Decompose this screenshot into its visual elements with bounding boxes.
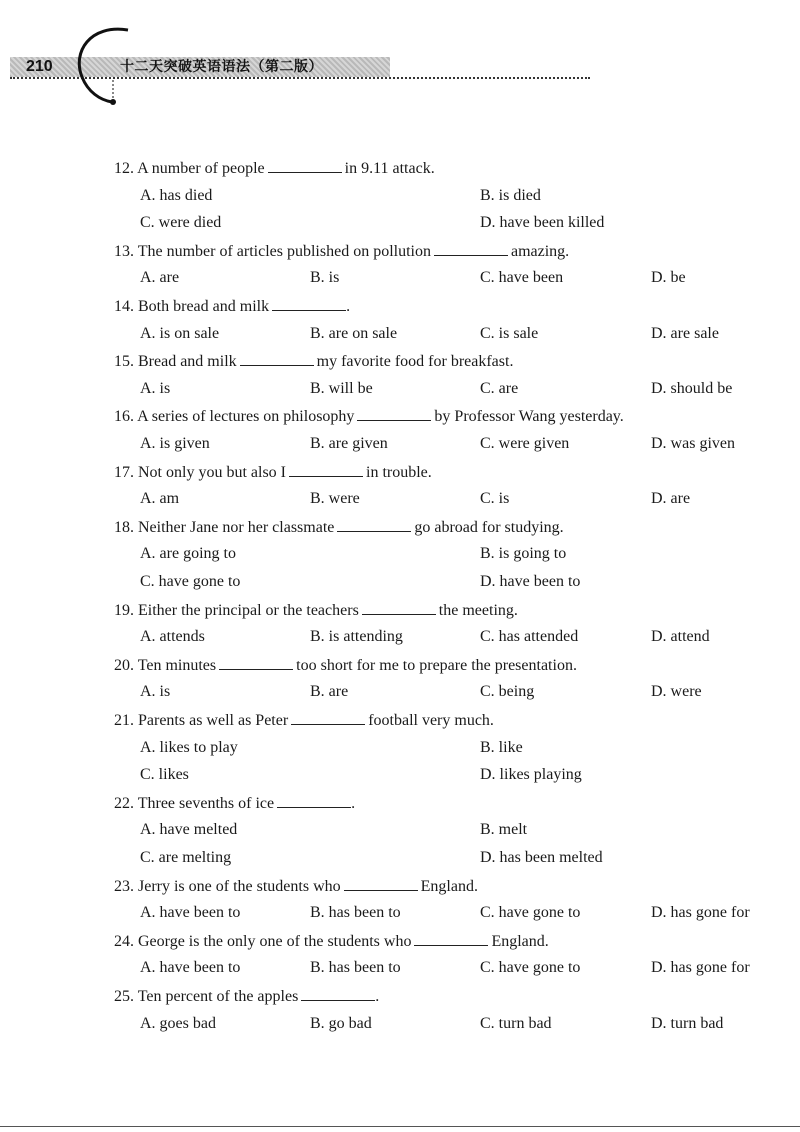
answer-option: C. is sale — [480, 324, 539, 342]
answer-option: B. are — [310, 683, 349, 701]
answer-option: A. have melted — [140, 821, 238, 839]
answer-option: C. have gone to — [480, 959, 581, 977]
answer-blank — [272, 296, 346, 311]
answer-blank — [219, 655, 293, 670]
answer-option: C. being — [480, 683, 535, 701]
answer-option: A. likes to play — [140, 738, 238, 756]
question-text: 21. Parents as well as Peter — [114, 712, 289, 729]
answer-option: C. have been — [480, 269, 564, 287]
answer-option: D. are sale — [651, 324, 719, 342]
question-stem — [114, 793, 355, 814]
answer-option: A. are going to — [140, 545, 236, 563]
answer-option: A. is on sale — [140, 324, 220, 342]
answer-option: B. are given — [310, 435, 388, 452]
answer-option: A. am — [140, 490, 180, 508]
answer-option: A. have been to — [140, 959, 241, 977]
answer-blank — [289, 462, 363, 477]
answer-option: D. has gone for — [651, 959, 750, 977]
question-text: 15. Bread and milk — [114, 353, 237, 371]
question-text-end: amazing. — [510, 242, 570, 260]
answer-option: C. is — [480, 490, 510, 508]
answer-option: B. melt — [480, 821, 528, 839]
question-text: 14. Both bread and milk — [114, 298, 270, 315]
answer-option: B. will be — [310, 379, 373, 397]
answer-blank — [291, 710, 365, 725]
question-stem — [114, 517, 564, 538]
answer-blank — [268, 158, 342, 173]
answer-option: B. is — [310, 269, 340, 287]
question-text-end: too short for me to prepare the presentation. — [296, 656, 577, 674]
answer-option: D. have been to — [480, 573, 581, 590]
answer-option: B. is going to — [480, 545, 567, 563]
answer-option: A. attends — [140, 628, 205, 646]
question-text-end: go abroad for studying. — [414, 518, 564, 536]
answer-option: A. is — [140, 683, 171, 701]
question-text-end: my favorite food for breakfast. — [316, 353, 514, 371]
answer-option: C. are melting — [140, 849, 232, 866]
answer-option: A. goes bad — [140, 1014, 216, 1032]
question-text-end: in 9.11 attack. — [344, 160, 435, 177]
question-stem — [114, 655, 577, 676]
book-title: 十二天突破英语语法（第二版） — [120, 59, 323, 75]
question-text: 22. Three sevenths of ice — [114, 794, 275, 812]
question-text-end: football very much. — [368, 712, 494, 729]
question-text: 20. Ten minutes — [114, 656, 217, 674]
question-stem — [114, 158, 435, 179]
answer-option: C. likes — [140, 766, 189, 784]
question-stem — [114, 876, 478, 897]
answer-option: A. has died — [140, 186, 213, 204]
answer-option: B. has been to — [310, 904, 401, 922]
answer-option: C. were given — [480, 435, 570, 452]
question-stem — [114, 710, 494, 731]
question-stem — [114, 406, 624, 427]
answer-option: A. is — [140, 379, 171, 397]
answer-blank — [344, 876, 418, 891]
question-text: 13. The number of articles published on pollution — [114, 242, 431, 260]
answer-option: C. are — [480, 379, 519, 397]
answer-option: C. has attended — [480, 628, 579, 646]
answer-option: D. likes playing — [480, 766, 582, 784]
question-text: 18. Neither Jane nor her classmate — [114, 518, 335, 536]
question-text-end: in trouble. — [366, 463, 432, 481]
answer-blank — [357, 406, 431, 421]
answer-blank — [337, 517, 411, 532]
answer-option: B. were — [310, 490, 360, 508]
answer-option: D. are — [651, 490, 691, 508]
answer-option: D. were — [651, 683, 702, 701]
answer-option: C. have gone to — [140, 573, 241, 590]
question-stem — [114, 600, 518, 621]
page-number: 210 — [26, 58, 53, 75]
question-text-end: by Professor Wang yesterday. — [434, 408, 624, 426]
answer-option: D. be — [651, 269, 686, 287]
answer-option: B. has been to — [310, 959, 401, 977]
answer-option: C. turn bad — [480, 1014, 552, 1032]
answer-option: A. have been to — [140, 904, 241, 922]
answer-option: B. is died — [480, 186, 541, 204]
question-text: 25. Ten percent of the apples — [114, 988, 299, 1005]
answer-option: D. has gone for — [651, 904, 750, 922]
question-text: 23. Jerry is one of the students who — [114, 877, 341, 895]
answer-option: B. are on sale — [310, 324, 398, 342]
question-stem — [114, 351, 513, 372]
question-stem — [114, 986, 379, 1007]
answer-option: D. should be — [651, 379, 733, 397]
question-text: 17. Not only you but also I — [114, 463, 286, 481]
answer-option: A. is given — [140, 435, 210, 452]
answer-blank — [240, 351, 314, 366]
answer-blank — [277, 793, 351, 808]
answer-option: D. has been melted — [480, 849, 603, 866]
question-text: 24. George is the only one of the students who — [114, 932, 412, 950]
question-text-end: the meeting. — [438, 601, 518, 619]
answer-blank — [301, 986, 375, 1001]
question-text-end: . — [375, 988, 380, 1005]
page-bottom-rule — [0, 1126, 800, 1127]
answer-blank — [434, 241, 508, 256]
question-stem — [114, 241, 569, 262]
question-text-end: . — [346, 298, 351, 315]
answer-option: D. was given — [651, 435, 735, 452]
question-text: 12. A number of people — [114, 160, 265, 177]
answer-option: D. turn bad — [651, 1014, 724, 1032]
answer-option: B. go bad — [310, 1014, 372, 1032]
answer-option: D. attend — [651, 628, 710, 646]
answer-option: C. were died — [140, 214, 222, 232]
answer-option: B. is attending — [310, 628, 403, 646]
answer-blank — [362, 600, 436, 615]
question-text-end: England. — [491, 932, 549, 950]
answer-option: B. like — [480, 738, 523, 756]
question-stem — [114, 296, 350, 317]
question-stem — [114, 931, 549, 952]
answer-option: D. have been killed — [480, 214, 605, 232]
question-text-end: England. — [420, 877, 478, 895]
question-stem — [114, 462, 432, 483]
answer-option: C. have gone to — [480, 904, 581, 922]
question-text: 19. Either the principal or the teachers — [114, 601, 359, 619]
answer-option: A. are — [140, 269, 180, 287]
question-text-end: . — [351, 794, 356, 812]
question-text: 16. A series of lectures on philosophy — [114, 408, 355, 426]
answer-blank — [414, 931, 488, 946]
